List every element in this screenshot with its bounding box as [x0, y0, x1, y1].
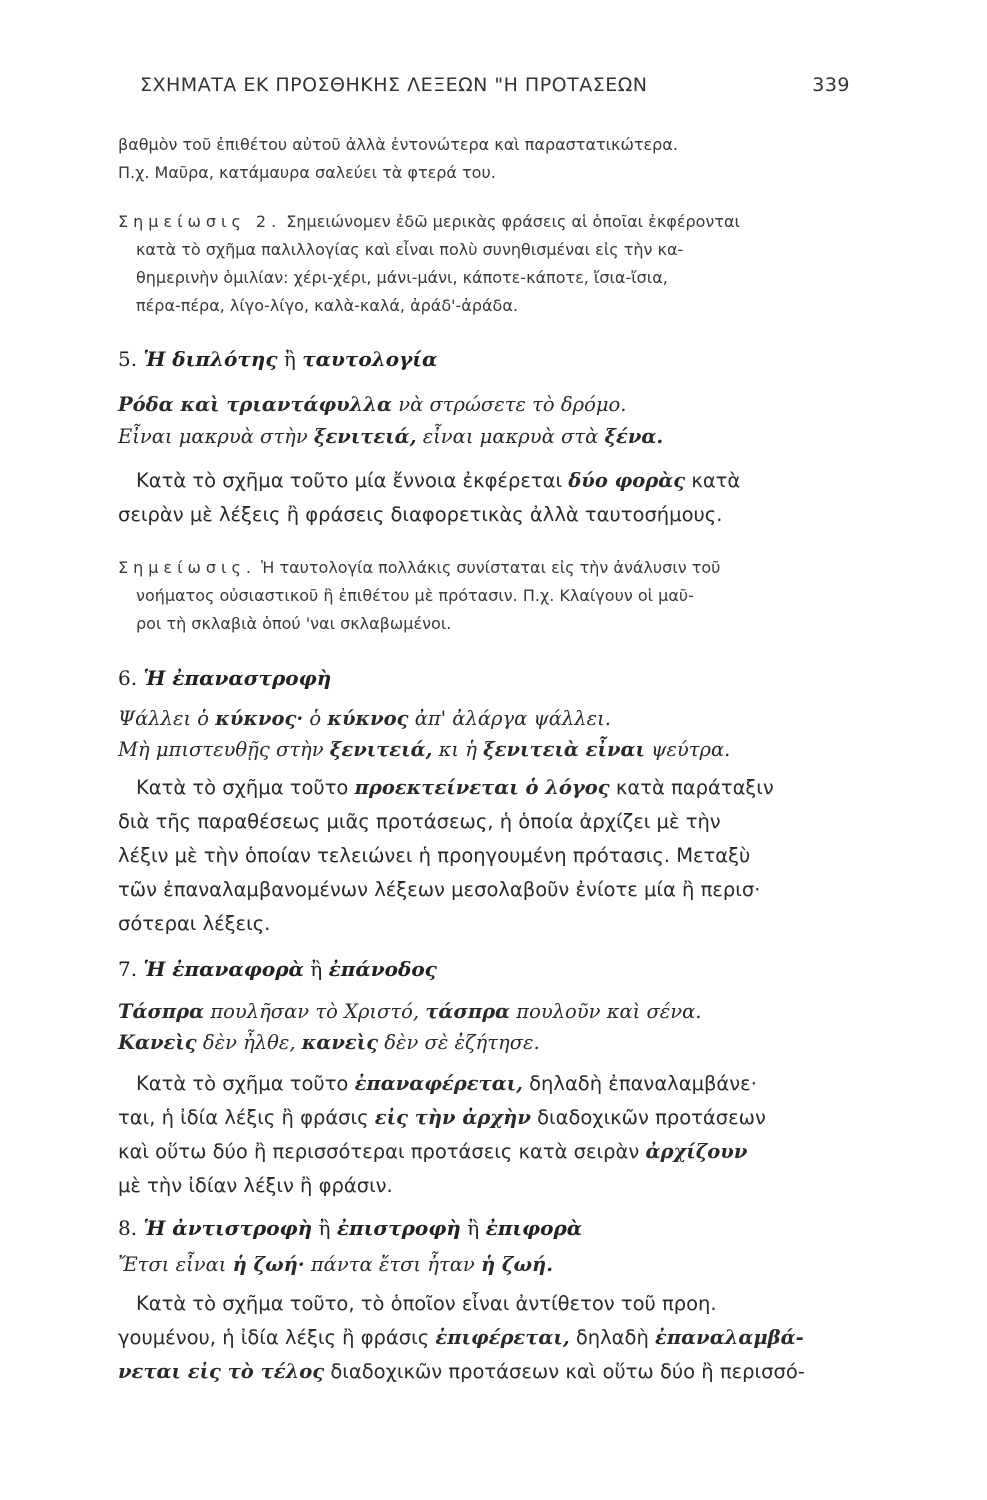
section-6-number: 6. [118, 666, 138, 690]
note1-line-2: κατὰ τὸ σχῆμα παλιλλογίας καὶ εἶναι πολὺ συνηθισμέναι εἰς τὴν κα- [136, 240, 684, 259]
section-5-heading [118, 347, 437, 371]
example-text: κι ἡ [438, 738, 477, 761]
section-5-example-2 [118, 425, 663, 448]
intro-line-2: Π.χ. Μαῦρα, κατάμαυρα σαλεύει τὰ φτερά του. [118, 163, 496, 182]
section-6-example-2 [118, 738, 730, 761]
example-emphasis: ξενιτειά, [313, 425, 417, 448]
example-text: Μὴ μπιστευθῇς στὴν [118, 738, 324, 761]
example-text: δὲν σὲ ἐζήτησε. [384, 1031, 540, 1054]
para-text: δηλαδὴ [575, 1326, 649, 1349]
example-text: πουλοῦν καὶ σένα. [516, 1000, 702, 1023]
section-6-example-1 [118, 707, 611, 730]
para-text: Κατὰ τὸ σχῆμα τοῦτο [136, 776, 349, 799]
example-text: Εἶναι μακρυὰ στὴν [118, 425, 308, 448]
note2-label: Σημείωσις. [118, 558, 256, 577]
para-emphasis: προεκτείνεται ὁ λόγος [354, 776, 610, 799]
note1-line-4: πέρα-πέρα, λίγο-λίγο, καλὰ-καλά, ἀράδ'-ἀράδα. [136, 296, 518, 315]
example-emphasis: Ρόδα καὶ τριαντάφυλλα [118, 393, 393, 416]
section-8-title-d: ἢ [467, 1216, 480, 1240]
note1-line-1 [118, 212, 740, 231]
example-emphasis: ξενιτειά, [329, 738, 433, 761]
section-7-para-line-3 [118, 1140, 747, 1163]
para-text: δηλαδὴ ἐπαναλαμβάνε· [529, 1072, 757, 1095]
para-emphasis: ἐπαναλαμβά- [655, 1326, 804, 1349]
section-5-number: 5. [118, 347, 138, 371]
example-emphasis: Τάσπρα [118, 1000, 205, 1023]
section-6-para-line-1 [136, 776, 774, 799]
section-5-title-c: ταυτολογία [302, 347, 438, 371]
para-text: διαδοχικῶν προτάσεων καὶ οὕτω δύο ἢ περισσό- [330, 1360, 805, 1383]
example-emphasis: ξένα. [604, 425, 664, 448]
para-emphasis: νεται εἰς τὸ τέλος [118, 1360, 325, 1383]
section-5-para-line-1 [136, 469, 740, 492]
section-7-example-1 [118, 1000, 702, 1023]
para-emphasis: δύο φορὰς [568, 469, 686, 492]
note2-line-1 [118, 558, 720, 577]
example-emphasis: κανεὶς [301, 1031, 379, 1054]
note1-text: Σημειώνομεν ἐδῶ μερικὰς φράσεις αἱ ὁποῖαι ἐκφέρονται [286, 212, 740, 231]
example-text: πάντα ἔτσι ἦταν [310, 1253, 475, 1276]
section-7-para-line-1 [136, 1072, 757, 1095]
note2-line-3: ροι τὴ σκλαβιὰ ὁπού 'ναι σκλαβωμένοι. [136, 614, 452, 633]
example-text: ἀπ' ἀλάργα ψάλλει. [414, 707, 611, 730]
note1-label: Σημείωσις 2. [118, 212, 282, 231]
example-text: ὁ [309, 707, 322, 730]
example-emphasis: κύκνος· [215, 707, 304, 730]
section-8-para-line-3 [118, 1360, 805, 1383]
example-emphasis: ἡ ζωή· [232, 1253, 305, 1276]
section-7-para-line-4: μὲ τὴν ἰδίαν λέξιν ἢ φράσιν. [118, 1174, 393, 1197]
example-text: Ψάλλει ὁ [118, 707, 210, 730]
section-7-title-b: ἢ [310, 957, 323, 981]
section-5-title-b: ἢ [283, 347, 296, 371]
note2-text: Ἡ ταυτολογία πολλάκις συνίσταται εἰς τὴν ἀνάλυσιν τοῦ [261, 558, 721, 577]
para-text: καὶ οὕτω δύο ἢ περισσότεραι προτάσεις κατὰ σειρὰν [118, 1140, 640, 1163]
section-8-number: 8. [118, 1216, 138, 1240]
section-6-para-line-4: τῶν ἐπαναλαμβανομένων λέξεων μεσολαβοῦν ἐνίοτε μία ἢ περισ· [118, 878, 761, 901]
section-7-title-c: ἐπάνοδος [328, 957, 437, 981]
running-title: ΣΧΗΜΑΤΑ ΕΚ ΠΡΟΣΘΗΚΗΣ ΛΕΞΕΩΝ "Η ΠΡΟΤΑΣΕΩΝ [140, 74, 648, 96]
section-5-para-line-2: σειρὰν μὲ λέξεις ἢ φράσεις διαφορετικὰς ἀλλὰ ταυτοσήμους. [118, 503, 723, 526]
section-7-example-2 [118, 1031, 540, 1054]
example-emphasis: τάσπρα [425, 1000, 511, 1023]
para-text: κατὰ [691, 469, 741, 492]
section-7-heading [118, 957, 437, 981]
example-emphasis: κύκνος [327, 707, 409, 730]
section-8-title-b: ἢ [318, 1216, 331, 1240]
para-text: γουμένου, ἡ ἰδία λέξις ἢ φράσις [118, 1326, 430, 1349]
section-6-para-line-5: σότεραι λέξεις. [118, 912, 271, 935]
section-6-title: Ἡ ἐπαναστροφὴ [143, 666, 332, 690]
section-7-title-a: Ἡ ἐπαναφορὰ [143, 957, 304, 981]
section-8-example-1 [118, 1253, 553, 1276]
section-8-title-c: ἐπιστροφὴ [336, 1216, 461, 1240]
para-emphasis: ἐπαναφέρεται, [354, 1072, 523, 1095]
section-8-title-e: ἐπιφορὰ [485, 1216, 583, 1240]
para-text: Κατὰ τὸ σχῆμα τοῦτο μία ἔννοια ἐκφέρεται [136, 469, 563, 492]
note1-line-3: θημερινὴν ὁμιλίαν: χέρι-χέρι, μάνι-μάνι, κάποτε-κάποτε, ἴσια-ἴσια, [136, 268, 668, 287]
section-6-para-line-3: λέξιν μὲ τὴν ὁποίαν τελειώνει ἡ προηγουμένη πρότασις. Μεταξὺ [118, 844, 751, 867]
section-8-heading [118, 1216, 582, 1240]
section-8-para-line-2 [118, 1326, 804, 1349]
section-5-title-a: Ἡ διπλότης [143, 347, 278, 371]
intro-line-1: βαθμὸν τοῦ ἐπιθέτου αὐτοῦ ἀλλὰ ἐντονώτερα καὶ παραστατικώτερα. [118, 135, 678, 154]
note2-line-2: νοήματος οὐσιαστικοῦ ἢ ἐπιθέτου μὲ πρότασιν. Π.χ. Κλαίγουν οἱ μαῦ- [136, 586, 694, 605]
para-text: Κατὰ τὸ σχῆμα τοῦτο [136, 1072, 349, 1095]
para-emphasis: ἐπιφέρεται, [435, 1326, 570, 1349]
section-8-para-line-1: Κατὰ τὸ σχῆμα τοῦτο, τὸ ὁποῖον εἶναι ἀντίθετον τοῦ προη. [136, 1292, 717, 1315]
example-emphasis: ἡ ζωή. [480, 1253, 554, 1276]
para-text: διαδοχικῶν προτάσεων [537, 1106, 766, 1129]
section-7-para-line-2 [118, 1106, 766, 1129]
example-emphasis: Κανεὶς [118, 1031, 197, 1054]
example-text: Ἔτσι εἶναι [118, 1253, 227, 1276]
section-6-heading [118, 666, 331, 690]
example-text: εἶναι μακρυὰ στὰ [422, 425, 599, 448]
example-emphasis: ξενιτειὰ εἶναι [483, 738, 645, 761]
section-6-para-line-2: διὰ τῆς παραθέσεως μιᾶς προτάσεως, ἡ ὁποία ἀρχίζει μὲ τὴν [118, 810, 721, 833]
page-number: 339 [812, 74, 850, 96]
section-7-number: 7. [118, 957, 138, 981]
example-text: δὲν ἦλθε, [202, 1031, 296, 1054]
section-5-example-1 [118, 393, 626, 416]
para-emphasis: εἰς τὴν ἀρχὴν [374, 1106, 531, 1129]
para-emphasis: ἀρχίζουν [645, 1140, 748, 1163]
section-8-title-a: Ἡ ἀντιστροφὴ [143, 1216, 313, 1240]
para-text: ται, ἡ ἰδία λέξις ἢ φράσις [118, 1106, 369, 1129]
example-text: ψεύτρα. [651, 738, 731, 761]
para-text: κατὰ παράταξιν [615, 776, 774, 799]
example-text: πουλῆσαν τὸ Χριστό, [210, 1000, 420, 1023]
example-text: νὰ στρώσετε τὸ δρόμο. [398, 393, 627, 416]
